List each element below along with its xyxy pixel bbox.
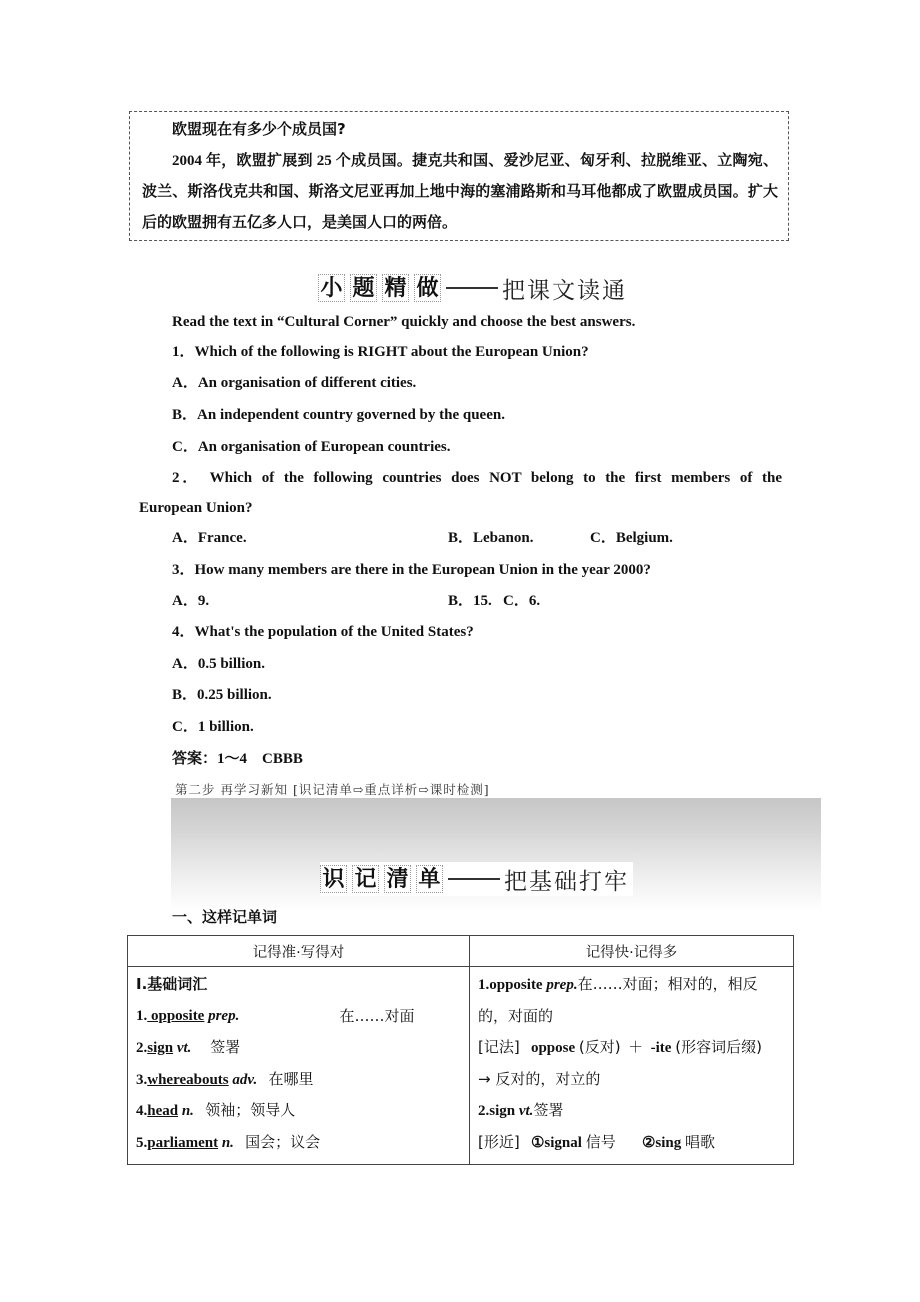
question-text: How many members are there in the European Union in the year 2000? — [194, 562, 651, 578]
option-label: C． — [172, 439, 198, 455]
item-number: 1. — [136, 1007, 148, 1024]
boxed-char: 小 — [318, 274, 345, 302]
question-number: 2． — [172, 470, 201, 486]
option-4b — [172, 685, 272, 705]
option-1a — [172, 373, 416, 393]
question-2-line2: European Union? — [139, 500, 253, 516]
option-text: 1 billion. — [197, 719, 254, 735]
boxed-char: 单 — [416, 865, 443, 893]
memory-line — [478, 969, 785, 1001]
memory-result: → 反对的，对立的 — [478, 1069, 601, 1088]
memory-line — [478, 1127, 785, 1159]
info-box-title: 欧盟现在有多少个成员国? — [172, 120, 346, 138]
em-dash-divider — [448, 878, 500, 880]
part-of-speech: n. — [181, 1103, 194, 1119]
option-1c — [172, 437, 451, 457]
section-subtitle: 把基础打牢 — [504, 868, 629, 895]
option-label: A． — [172, 375, 198, 391]
part-of-speech: vt. — [518, 1103, 534, 1119]
part-of-speech: prep. — [546, 977, 578, 993]
option-label: C． — [590, 530, 616, 546]
boxed-char: 识 — [320, 865, 347, 893]
left-column-header: 记得准·写得对 — [128, 936, 470, 967]
option-label: B． — [172, 687, 198, 703]
option-3a — [172, 591, 209, 611]
info-box-paragraph: 2004 年，欧盟扩展到 25 个成员国。捷克共和国、爱沙尼亚、匈牙利、拉脱维亚、立陶宛、波兰、斯洛伐克共和国、斯洛文尼亚再加上地中海的塞浦路斯和马耳他都成了欧盟成员国。扩大后的欧盟拥有五亿多人口，是美国人口的两倍。 — [142, 153, 778, 231]
boxed-char: 记 — [352, 865, 379, 893]
item-number: 3. — [136, 1071, 148, 1088]
memory-word: 2.sign — [478, 1103, 519, 1119]
vocab-item — [136, 1127, 461, 1159]
right-column-header: 记得快·记得多 — [470, 936, 794, 967]
question-1 — [172, 342, 589, 362]
option-2a — [172, 528, 247, 548]
vocab-item — [136, 1032, 461, 1064]
question-2-line1 — [172, 468, 782, 488]
section-subtitle: 把课文读通 — [502, 277, 627, 304]
option-text: 0.5 billion. — [197, 656, 265, 672]
option-label: A． — [172, 530, 198, 546]
em-dash-divider — [446, 287, 498, 289]
answer-key — [172, 748, 303, 769]
option-text: France. — [197, 530, 247, 546]
option-label: B． — [172, 407, 198, 423]
option-text: 0.25 billion. — [197, 687, 272, 703]
part-of-speech: prep. — [208, 1007, 240, 1024]
item-number: 5. — [136, 1134, 148, 1151]
vocab-word: whereabouts — [147, 1071, 229, 1088]
vocab-meaning: 国会；议会 — [245, 1132, 321, 1151]
option-text: Lebanon. — [473, 530, 534, 546]
option-4c — [172, 717, 254, 737]
vocab-word: parliament — [147, 1134, 219, 1151]
vocab-meaning: 在……对面 — [339, 1006, 415, 1025]
boxed-char: 做 — [414, 274, 441, 302]
vocab-table — [127, 935, 794, 1165]
option-2b — [448, 528, 533, 548]
vocab-item — [136, 1064, 461, 1096]
answer-label: 答案： — [172, 749, 218, 767]
section-heading-practice — [318, 271, 627, 305]
question-text: What's the population of the United States? — [194, 624, 474, 640]
option-text: An organisation of European countries. — [197, 439, 451, 455]
question-3 — [172, 560, 651, 580]
left-column-cell — [128, 967, 470, 1165]
section-heading-checklist — [320, 862, 633, 896]
item-number: 2. — [136, 1040, 148, 1056]
question-number: 1． — [172, 344, 195, 360]
option-text: 15. — [473, 593, 492, 609]
basic-vocab-title: Ⅰ.基础词汇 — [136, 975, 208, 993]
vocab-item — [136, 1001, 461, 1033]
right-column-cell — [470, 967, 794, 1165]
boxed-char: 精 — [382, 274, 409, 302]
option-label: C． — [172, 719, 198, 735]
mnemonic-tag: [记法] — [478, 1038, 520, 1056]
boxed-char: 题 — [350, 274, 377, 302]
question-4 — [172, 622, 474, 642]
vocab-meaning: 在哪里 — [268, 1069, 314, 1088]
memory-line — [478, 1095, 785, 1127]
option-4a — [172, 654, 265, 674]
part-of-speech: vt. — [176, 1040, 192, 1056]
option-label: A． — [172, 593, 198, 609]
answer-value: 1～4 CBBB — [217, 751, 303, 767]
memory-meaning: 的，对面的 — [478, 1006, 554, 1025]
question-text: Which of the following countries does NOT belong to the first members of the — [209, 470, 782, 486]
plus-sign: ＋ — [628, 1038, 644, 1056]
option-text: 6. — [528, 593, 541, 609]
memory-line — [478, 1032, 785, 1064]
memory-line — [478, 1064, 785, 1096]
suffix: -ite — [650, 1040, 672, 1056]
part-of-speech: adv. — [232, 1071, 258, 1088]
option-text: An independent country governed by the queen. — [197, 407, 505, 423]
vocab-word: opposite — [147, 1007, 205, 1024]
root-meaning: (反对) — [578, 1038, 621, 1056]
option-label: A． — [172, 656, 198, 672]
option-text: 9. — [197, 593, 210, 609]
option-2c — [590, 528, 673, 548]
vocab-meaning: 签署 — [210, 1038, 241, 1056]
vocab-item — [136, 1095, 461, 1127]
info-box — [129, 111, 789, 241]
option-text: An organisation of different cities. — [197, 375, 417, 391]
memory-word: 1.opposite — [478, 977, 547, 993]
similar-meaning: 信号 — [585, 1132, 616, 1151]
vocab-meaning: 领袖；领导人 — [205, 1101, 296, 1119]
question-number: 3． — [172, 562, 195, 578]
option-text: Belgium. — [615, 530, 673, 546]
memory-line — [478, 1001, 785, 1033]
boxed-char: 清 — [384, 865, 411, 893]
similar-meaning: 唱歌 — [685, 1132, 716, 1151]
similar-word: ②sing — [641, 1134, 682, 1151]
option-3bc — [448, 591, 540, 611]
suffix-meaning: (形容词后缀) — [675, 1038, 762, 1056]
question-text: Which of the following is RIGHT about the European Union? — [194, 344, 589, 360]
root-word: oppose — [530, 1040, 576, 1056]
option-label: B． — [448, 530, 474, 546]
vocab-subtitle — [136, 969, 461, 1001]
option-1b — [172, 405, 505, 425]
similar-word: ①signal — [530, 1134, 582, 1151]
option-label: B． — [448, 593, 474, 609]
step-navigation-line: 第二步 再学习新知 [识记清单⇨重点详析⇨课时检测] — [175, 782, 490, 797]
mnemonic-tag: [形近] — [478, 1132, 520, 1151]
vocab-word: sign — [147, 1040, 174, 1056]
vocab-heading: 一、这样记单词 — [172, 908, 278, 926]
part-of-speech: n. — [221, 1134, 234, 1151]
vocab-word: head — [147, 1103, 179, 1119]
exercise-instruction: Read the text in “Cultural Corner” quickly and choose the best answers. — [172, 314, 636, 330]
item-number: 4. — [136, 1103, 148, 1119]
option-label: C． — [503, 593, 529, 609]
question-number: 4． — [172, 624, 195, 640]
memory-meaning: 在……对面；相对的，相反 — [577, 975, 758, 993]
memory-meaning: 签署 — [533, 1101, 564, 1119]
